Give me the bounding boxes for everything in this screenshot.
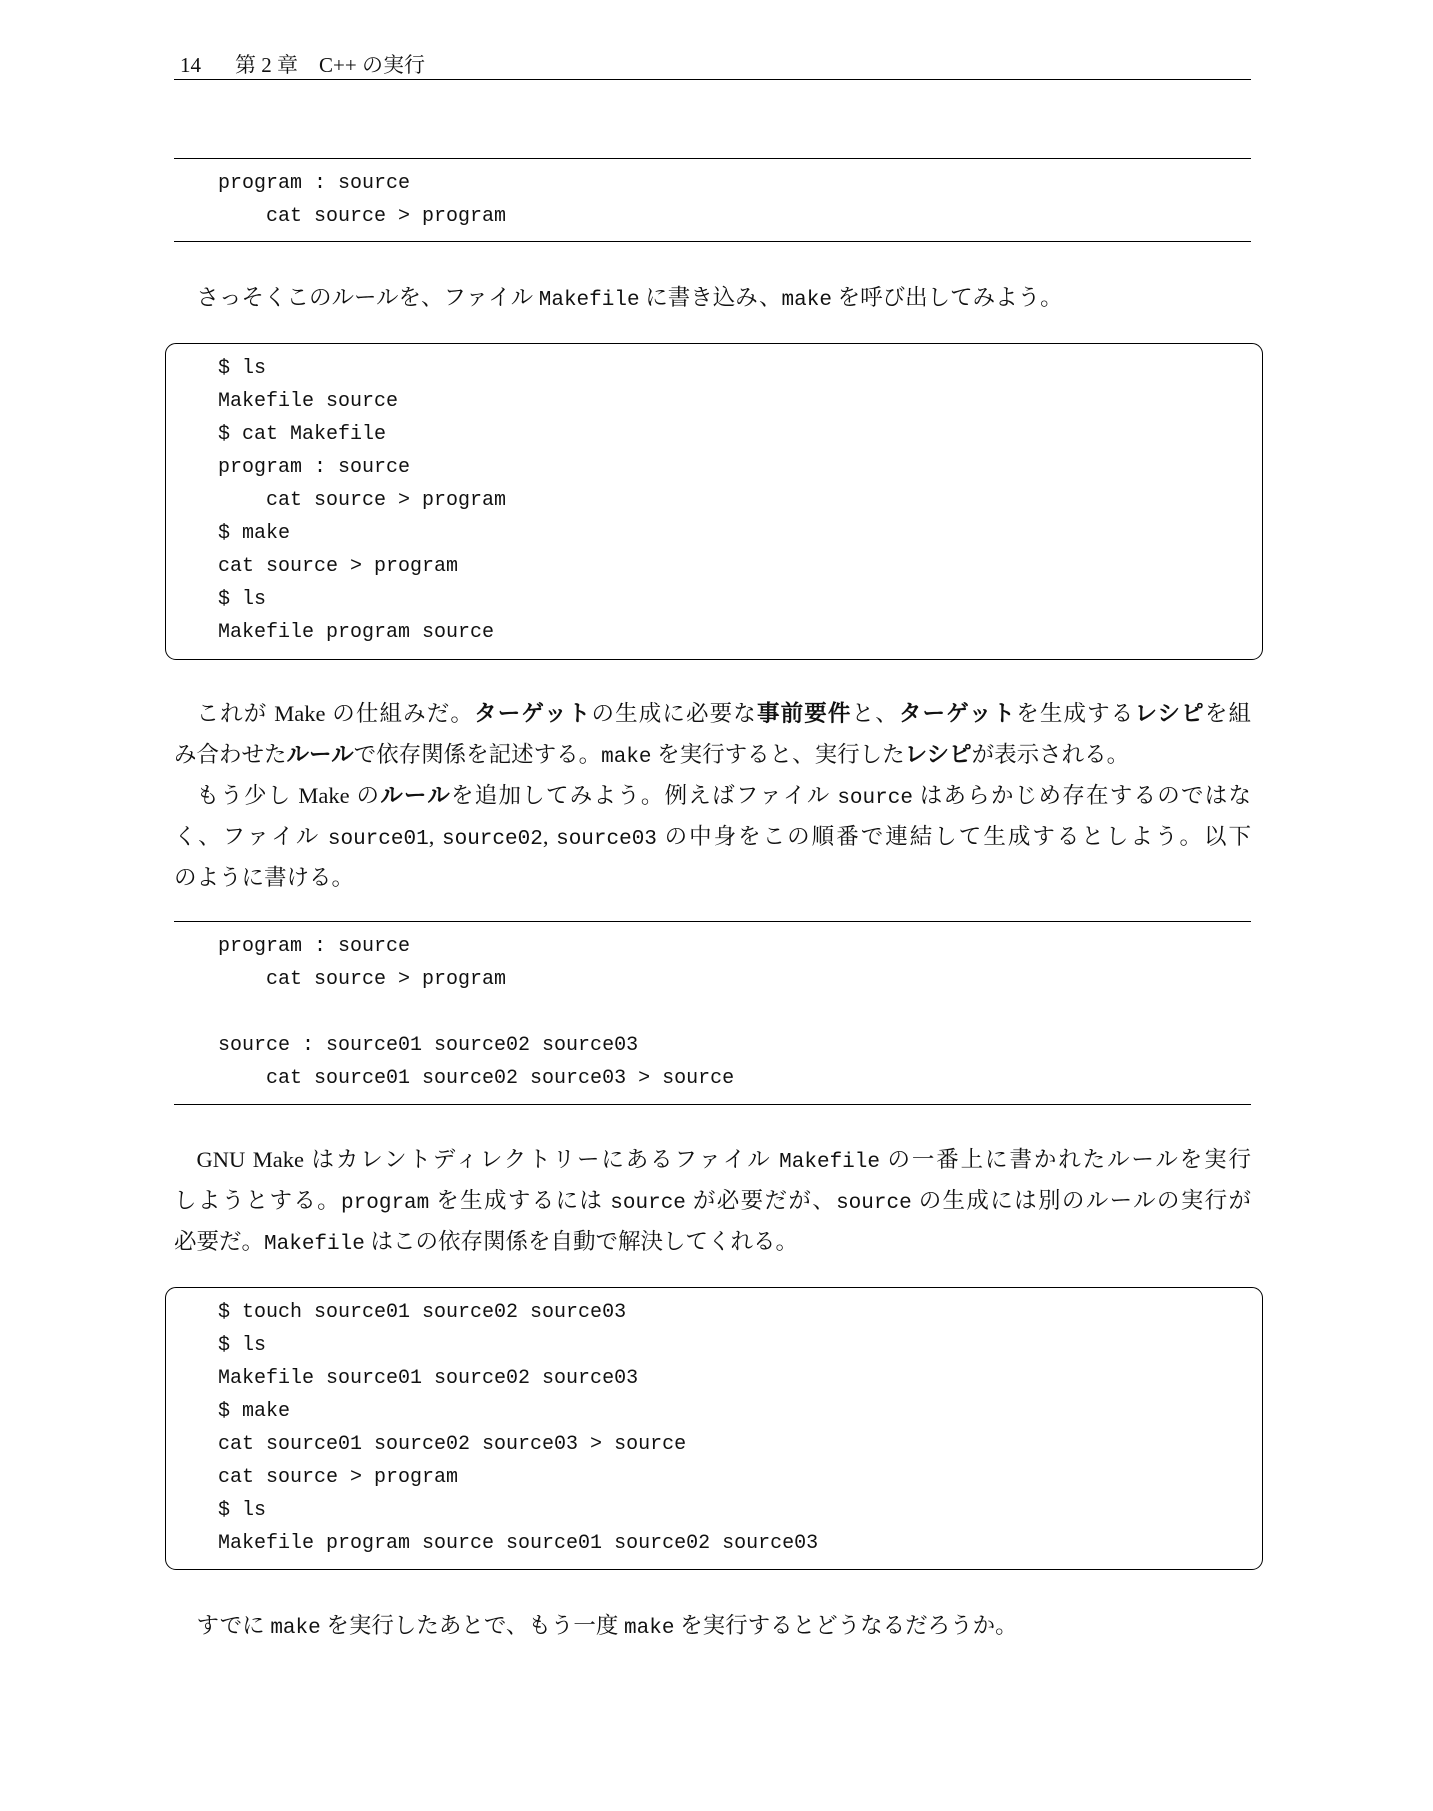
terminal-line: $ touch source01 source02 source03 [218, 1301, 627, 1324]
inline-code: Makefile [264, 1233, 365, 1256]
terminal-line: Makefile source [218, 390, 399, 413]
terminal-line: $ make [218, 522, 291, 545]
text: はこの依存関係を自動で解決してくれる。 [364, 1229, 798, 1254]
inline-code: source [837, 787, 913, 810]
text: が必要だが、 [685, 1188, 837, 1213]
code-line: program : source [218, 935, 411, 958]
text: く、ファイル [174, 824, 328, 849]
text: , [428, 824, 442, 849]
terminal-line: $ ls [218, 1334, 267, 1357]
terminal-line: Makefile program source source01 source02 source03 [218, 1532, 819, 1555]
terminal-line: cat source01 source02 source03 > source [218, 1433, 687, 1456]
text: の生成に必要な [591, 701, 757, 726]
inline-code: make [270, 1617, 321, 1640]
text: さっそくこのルールを、ファイル [196, 285, 539, 310]
listing-top-rule [174, 921, 1251, 922]
inline-code: source03 [556, 828, 657, 851]
terminal-line: cat source > program [218, 489, 507, 512]
paragraph-5-line-1 [174, 1605, 1251, 1646]
code-line: source : source01 source02 source03 [218, 1034, 639, 1057]
listing-bottom-rule [174, 241, 1251, 242]
paragraph-1-line-1 [174, 277, 1251, 318]
bold-term: ルール [380, 783, 451, 809]
bold-term: ルール [286, 742, 354, 768]
terminal-line: $ cat Makefile [218, 423, 387, 446]
inline-code: Makefile [538, 289, 640, 312]
inline-code: make [781, 289, 832, 312]
inline-code: source01 [327, 828, 429, 851]
paragraph-3-line-2 [174, 816, 1251, 857]
terminal-line: Makefile program source [218, 621, 495, 644]
listing-top-rule [174, 158, 1251, 159]
bold-term: ターゲット [474, 701, 592, 727]
text: で依存関係を記述する。 [353, 742, 602, 767]
terminal-line: cat source > program [218, 555, 459, 578]
chapter-title: 第 2 章 C++ の実行 [235, 53, 425, 77]
terminal-line: program : source [218, 456, 411, 479]
code-line: cat source > program [218, 968, 507, 991]
text: を実行するとどうなるだろうか。 [674, 1613, 1018, 1638]
text: を生成する [1016, 701, 1135, 726]
page-number: 14 [180, 53, 201, 77]
code-line: cat source > program [218, 205, 507, 228]
text: み合わせた [174, 742, 287, 767]
inline-code: make [601, 746, 652, 769]
terminal-line: Makefile source01 source02 source03 [218, 1367, 639, 1390]
text: のように書ける。 [174, 865, 355, 890]
text: を追加してみよう。例えばファイル [450, 783, 838, 808]
inline-code: source02 [441, 828, 543, 851]
terminal-line: $ ls [218, 588, 267, 611]
text: しようとする。 [174, 1188, 342, 1213]
bold-term: ターゲット [898, 701, 1017, 727]
text: の中身をこの順番で連結して生成するとしよう。以下 [656, 824, 1252, 849]
text: を実行したあとで、もう一度 [320, 1613, 625, 1638]
bold-term: レシピ [904, 742, 972, 768]
text: はあらかじめ存在するのではな [912, 783, 1251, 808]
text: と、 [851, 701, 899, 726]
text: を呼び出してみよう。 [831, 285, 1063, 310]
text: を組 [1204, 701, 1251, 726]
text: の一番上に書かれたルールを実行 [879, 1147, 1251, 1172]
header-rule [174, 79, 1251, 80]
text: を実行すると、実行した [651, 742, 905, 767]
text: , [542, 824, 557, 849]
text: GNU Make はカレントディレクトリーにあるファイル [196, 1147, 780, 1172]
paragraph-3-line-3 [174, 857, 1251, 898]
paragraph-4-line-1 [174, 1139, 1251, 1180]
text: を生成するには [429, 1188, 611, 1213]
text: もう少し Make の [196, 783, 381, 808]
paragraph-4-line-3 [174, 1221, 1251, 1262]
text: 必要だ。 [174, 1229, 265, 1254]
bold-term: 事前要件 [756, 701, 852, 727]
text: これが Make の仕組みだ。 [196, 701, 475, 726]
paragraph-2-line-1 [174, 693, 1251, 734]
paragraph-2-line-2 [174, 734, 1251, 775]
listing-bottom-rule [174, 1104, 1251, 1105]
inline-code: make [624, 1617, 675, 1640]
text: が表示される。 [971, 742, 1130, 767]
code-line: cat source01 source02 source03 > source [218, 1067, 735, 1090]
terminal-line: $ make [218, 1400, 291, 1423]
paragraph-3-line-1 [174, 775, 1251, 816]
paragraph-4-line-2 [174, 1180, 1251, 1221]
inline-code: source [610, 1192, 686, 1215]
terminal-line: $ ls [218, 357, 267, 380]
text: に書き込み、 [639, 285, 782, 310]
terminal-line: $ ls [218, 1499, 267, 1522]
inline-code: source [836, 1192, 912, 1215]
text: の生成には別のルールの実行が [911, 1188, 1251, 1213]
inline-code: Makefile [779, 1151, 880, 1174]
bold-term: レシピ [1134, 701, 1205, 727]
code-line: program : source [218, 172, 411, 195]
terminal-line: cat source > program [218, 1466, 459, 1489]
text: すでに [196, 1613, 271, 1638]
inline-code: program [341, 1192, 430, 1215]
